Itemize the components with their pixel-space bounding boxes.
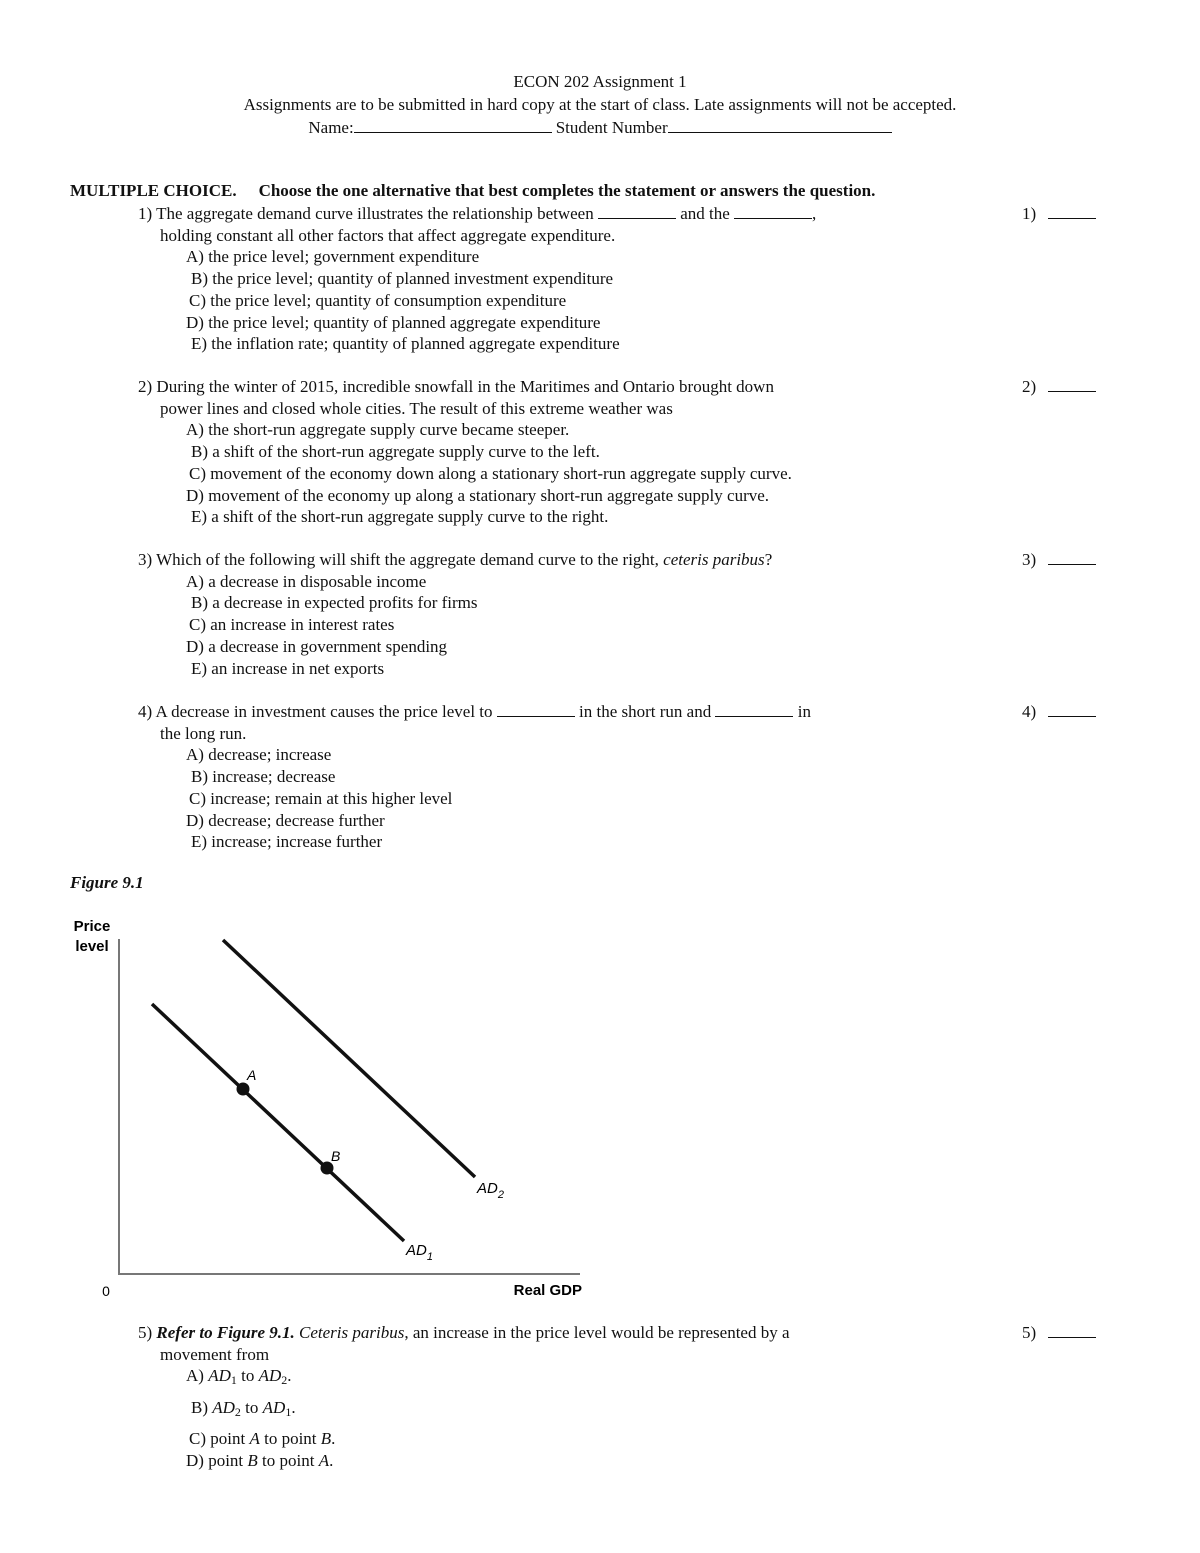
section-title: MULTIPLE CHOICE.: [70, 181, 237, 200]
figure-title: Figure 9.1: [70, 873, 144, 892]
option-e[interactable]: E) a shift of the short-run aggregate supply curve to the right.: [191, 507, 609, 527]
answer-number: 1): [1022, 204, 1037, 223]
answer-number: 4): [1022, 702, 1037, 721]
answer-slot-1: [1022, 203, 1096, 225]
option-c[interactable]: C) an increase in interest rates: [189, 615, 395, 635]
question-1-stem-line2: holding constant all other factors that affect aggregate expenditure.: [160, 225, 616, 245]
origin-label: 0: [102, 1283, 110, 1299]
submission-instructions: Assignments are to be submitted in hard copy at the start of class. Late assignments will not be accepted.: [243, 95, 957, 114]
name-blank[interactable]: [354, 118, 552, 133]
question-3-stem-part: Which of the following will shift the aggregate demand curve to the right,: [156, 550, 659, 569]
section-header: [70, 181, 875, 201]
option-c[interactable]: C) increase; remain at this higher level: [189, 788, 453, 808]
option-e[interactable]: E) increase; increase further: [191, 832, 383, 852]
ad2-curve: [223, 940, 475, 1177]
question-4-number: 4): [138, 702, 153, 721]
option-c[interactable]: C) point A to point B.: [189, 1428, 336, 1448]
fill-blank: [715, 704, 793, 717]
name-line: [0, 116, 1200, 139]
y-axis-label-line1: Price: [73, 918, 111, 935]
question-4-stem-part: in: [797, 702, 811, 721]
answer-number: 2): [1022, 377, 1037, 396]
option-d[interactable]: D) the price level; quantity of planned aggregate expenditure: [186, 312, 601, 332]
answer-blank[interactable]: [1048, 377, 1096, 392]
answer-number: 5): [1022, 1323, 1037, 1342]
option-e[interactable]: E) an increase in net exports: [191, 658, 385, 678]
question-1-options: [186, 246, 968, 355]
answer-blank[interactable]: [1048, 204, 1096, 219]
question-5-options: [186, 1365, 968, 1471]
answer-slot-3: [1022, 549, 1096, 571]
answer-slot-5: [1022, 1322, 1096, 1344]
figure-9-1-chart: [60, 905, 600, 1305]
question-4-stem-part: A decrease in investment causes the price level to: [155, 702, 493, 721]
fill-blank: [598, 206, 676, 219]
answer-slot-4: [1022, 701, 1096, 723]
point-a-marker: [237, 1083, 250, 1096]
assignment-title: ECON 202 Assignment 1: [513, 72, 687, 91]
y-axis-label-line2: level: [75, 938, 109, 955]
question-5-refer: Refer to Figure 9.1.: [156, 1323, 295, 1342]
ad1-label: $AD_1$: [406, 1242, 433, 1263]
ad1-curve: [152, 1004, 404, 1241]
question-5: [138, 1322, 968, 1471]
section-instruction: Choose the one alternative that best completes the statement or answers the question.: [258, 181, 876, 200]
question-4-stem-part: in the short run and: [579, 702, 712, 721]
point-b-label: B: [331, 1148, 341, 1164]
option-a[interactable]: A) decrease; increase: [186, 745, 332, 765]
question-3-options: [186, 571, 968, 680]
option-d[interactable]: D) point B to point A.: [186, 1450, 334, 1470]
x-axis-label: Real GDP: [513, 1282, 582, 1299]
option-c[interactable]: C) movement of the economy down along a stationary short-run aggregate supply curve.: [189, 463, 792, 483]
answer-blank[interactable]: [1048, 1323, 1096, 1338]
option-b[interactable]: B) the price level; quantity of planned investment expenditure: [191, 269, 614, 289]
question-5-number: 5): [138, 1323, 153, 1342]
question-1-number: 1): [138, 204, 153, 223]
answer-blank[interactable]: [1048, 702, 1096, 717]
question-1-stem-part: ,: [812, 204, 817, 223]
question-2-stem-line1: During the winter of 2015, incredible snowfall in the Maritimes and Ontario brought down: [156, 377, 774, 396]
question-4-stem: [138, 701, 968, 723]
option-c[interactable]: C) the price level; quantity of consumption expenditure: [189, 290, 567, 310]
student-number-label: Student Number: [555, 118, 668, 137]
question-1: [138, 203, 968, 355]
question-1-stem-part: and the: [680, 204, 730, 223]
ad2-label: $AD_2$: [477, 1180, 504, 1201]
question-3-number: 3): [138, 550, 153, 569]
option-a[interactable]: A) $AD_1$ to $AD_2$.: [186, 1366, 292, 1388]
name-label: Name:: [308, 118, 354, 137]
option-a[interactable]: A) the price level; government expenditure: [186, 247, 480, 267]
option-a[interactable]: A) the short-run aggregate supply curve became steeper.: [186, 420, 570, 440]
point-a-label: A: [247, 1067, 257, 1083]
question-5-ceteris: Ceteris paribus: [299, 1323, 405, 1342]
question-3: [138, 549, 968, 679]
option-a[interactable]: A) a decrease in disposable income: [186, 571, 427, 591]
question-2-stem: [138, 376, 968, 398]
question-1-stem: [138, 203, 968, 225]
answer-blank[interactable]: [1048, 550, 1096, 565]
option-b[interactable]: B) increase; decrease: [191, 767, 336, 787]
question-5-stem: [138, 1322, 968, 1344]
question-5-stem-rest: , an increase in the price level would be represented by a: [404, 1323, 790, 1342]
question-2-options: [186, 419, 968, 528]
question-3-stem-italic: ceteris paribus: [663, 550, 765, 569]
answer-slot-2: [1022, 376, 1096, 398]
question-4-stem-line2: the long run.: [160, 723, 247, 743]
question-3-stem: [138, 549, 968, 571]
option-b[interactable]: B) $AD_2$ to $AD_1$.: [191, 1398, 296, 1420]
student-number-blank[interactable]: [668, 118, 892, 133]
question-2-stem-line2: power lines and closed whole cities. The result of this extreme weather was: [160, 398, 673, 418]
question-4-options: [186, 744, 968, 853]
fill-blank: [734, 206, 812, 219]
option-b[interactable]: B) a decrease in expected profits for firms: [191, 593, 478, 613]
question-1-stem-part: The aggregate demand curve illustrates the relationship between: [156, 204, 594, 223]
question-3-stem-end: ?: [764, 550, 773, 569]
question-5-stem-line2: movement from: [160, 1344, 270, 1364]
question-2-number: 2): [138, 377, 153, 396]
fill-blank: [497, 704, 575, 717]
option-d[interactable]: D) a decrease in government spending: [186, 636, 448, 656]
page-header: [0, 70, 1200, 139]
answer-number: 3): [1022, 550, 1037, 569]
question-4: [138, 701, 968, 853]
option-e[interactable]: E) the inflation rate; quantity of planned aggregate expenditure: [191, 334, 620, 354]
option-b[interactable]: B) a shift of the short-run aggregate supply curve to the left.: [191, 442, 600, 462]
option-d[interactable]: D) movement of the economy up along a stationary short-run aggregate supply curve.: [186, 485, 770, 505]
question-2: [138, 376, 968, 528]
option-d[interactable]: D) decrease; decrease further: [186, 810, 385, 830]
